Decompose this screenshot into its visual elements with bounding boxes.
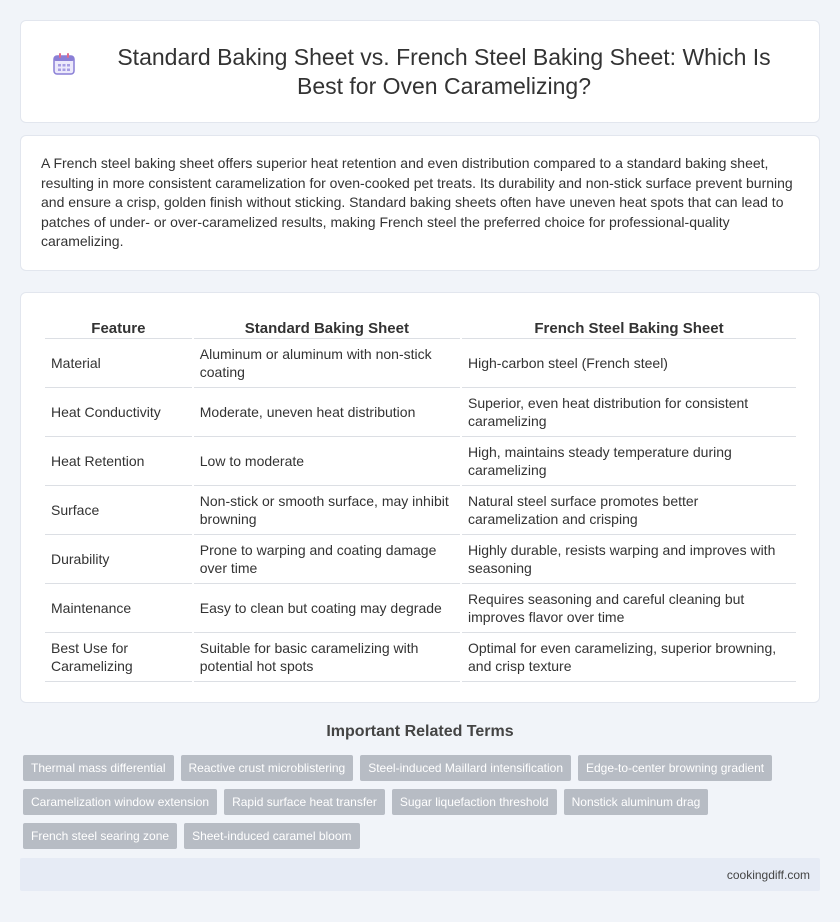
row-feature: Heat Retention: [45, 437, 192, 486]
row-feature: Heat Conductivity: [45, 388, 192, 437]
row-standard: Moderate, uneven heat distribution: [194, 388, 460, 437]
row-feature: Durability: [45, 535, 192, 584]
footer: [20, 858, 820, 891]
related-term-tag[interactable]: Nonstick aluminum drag: [564, 789, 709, 815]
row-standard: Suitable for basic caramelizing with potential hot spots: [194, 633, 460, 682]
related-term-tag[interactable]: Reactive crust microblistering: [181, 755, 354, 781]
comparison-table-card: [20, 292, 820, 703]
summary-card: [20, 135, 820, 271]
related-term-tag[interactable]: Steel-induced Maillard intensification: [360, 755, 571, 781]
calendar-icon: [51, 51, 77, 77]
table-row: [45, 339, 796, 388]
row-feature: Material: [45, 339, 192, 388]
row-standard: Prone to warping and coating damage over time: [194, 535, 460, 584]
related-term-tag[interactable]: Rapid surface heat transfer: [224, 789, 385, 815]
table-row: [45, 388, 796, 437]
row-french-steel: Highly durable, resists warping and improves with seasoning: [462, 535, 796, 584]
related-term-tag[interactable]: Sheet-induced caramel bloom: [184, 823, 359, 849]
row-standard: Easy to clean but coating may degrade: [194, 584, 460, 633]
footer-site-link[interactable]: cookingdiff.com: [726, 867, 810, 882]
row-french-steel: Natural steel surface promotes better caramelization and crisping: [462, 486, 796, 535]
table-row: [45, 437, 796, 486]
row-feature: Maintenance: [45, 584, 192, 633]
header-french-steel: French Steel Baking Sheet: [462, 311, 796, 339]
related-term-tag[interactable]: Sugar liquefaction threshold: [392, 789, 557, 815]
table-header-row: [45, 311, 796, 339]
row-french-steel: High-carbon steel (French steel): [462, 339, 796, 388]
row-standard: Non-stick or smooth surface, may inhibit browning: [194, 486, 460, 535]
related-terms-list: [23, 755, 817, 849]
table-row: [45, 535, 796, 584]
header-card: [20, 20, 820, 123]
related-term-tag[interactable]: Edge-to-center browning gradient: [578, 755, 772, 781]
row-standard: Aluminum or aluminum with non-stick coating: [194, 339, 460, 388]
related-terms-title: Important Related Terms: [326, 723, 514, 740]
related-term-tag[interactable]: French steel searing zone: [23, 823, 177, 849]
related-term-tag[interactable]: Caramelization window extension: [23, 789, 217, 815]
summary-text: A French steel baking sheet offers superior heat retention and even distribution compared to a standard baking sheet, resulting in more consistent caramelization for oven-cooked pet treats. Its durability and non-stick surface prevent burning and ensure a crisp, golden finish without sticking. Standard baking sheets often have uneven heat spots that can lead to patches of under- or over-caramelized results, making French steel the preferred choice for professional-quality caramelizing.: [41, 155, 793, 250]
comparison-table: [43, 311, 798, 682]
row-feature: Best Use for Caramelizing: [45, 633, 192, 682]
row-french-steel: High, maintains steady temperature during caramelizing: [462, 437, 796, 486]
table-row: [45, 633, 796, 682]
row-feature: Surface: [45, 486, 192, 535]
table-row: [45, 486, 796, 535]
page-title: Standard Baking Sheet vs. French Steel Baking Sheet: Which Is Best for Oven Caramelizing?: [117, 43, 771, 99]
row-french-steel: Optimal for even caramelizing, superior browning, and crisp texture: [462, 633, 796, 682]
header-feature: Feature: [45, 311, 192, 339]
table-row: [45, 584, 796, 633]
related-term-tag[interactable]: Thermal mass differential: [23, 755, 174, 781]
row-standard: Low to moderate: [194, 437, 460, 486]
row-french-steel: Superior, even heat distribution for consistent caramelizing: [462, 388, 796, 437]
row-french-steel: Requires seasoning and careful cleaning but improves flavor over time: [462, 584, 796, 633]
header-standard: Standard Baking Sheet: [194, 311, 460, 339]
